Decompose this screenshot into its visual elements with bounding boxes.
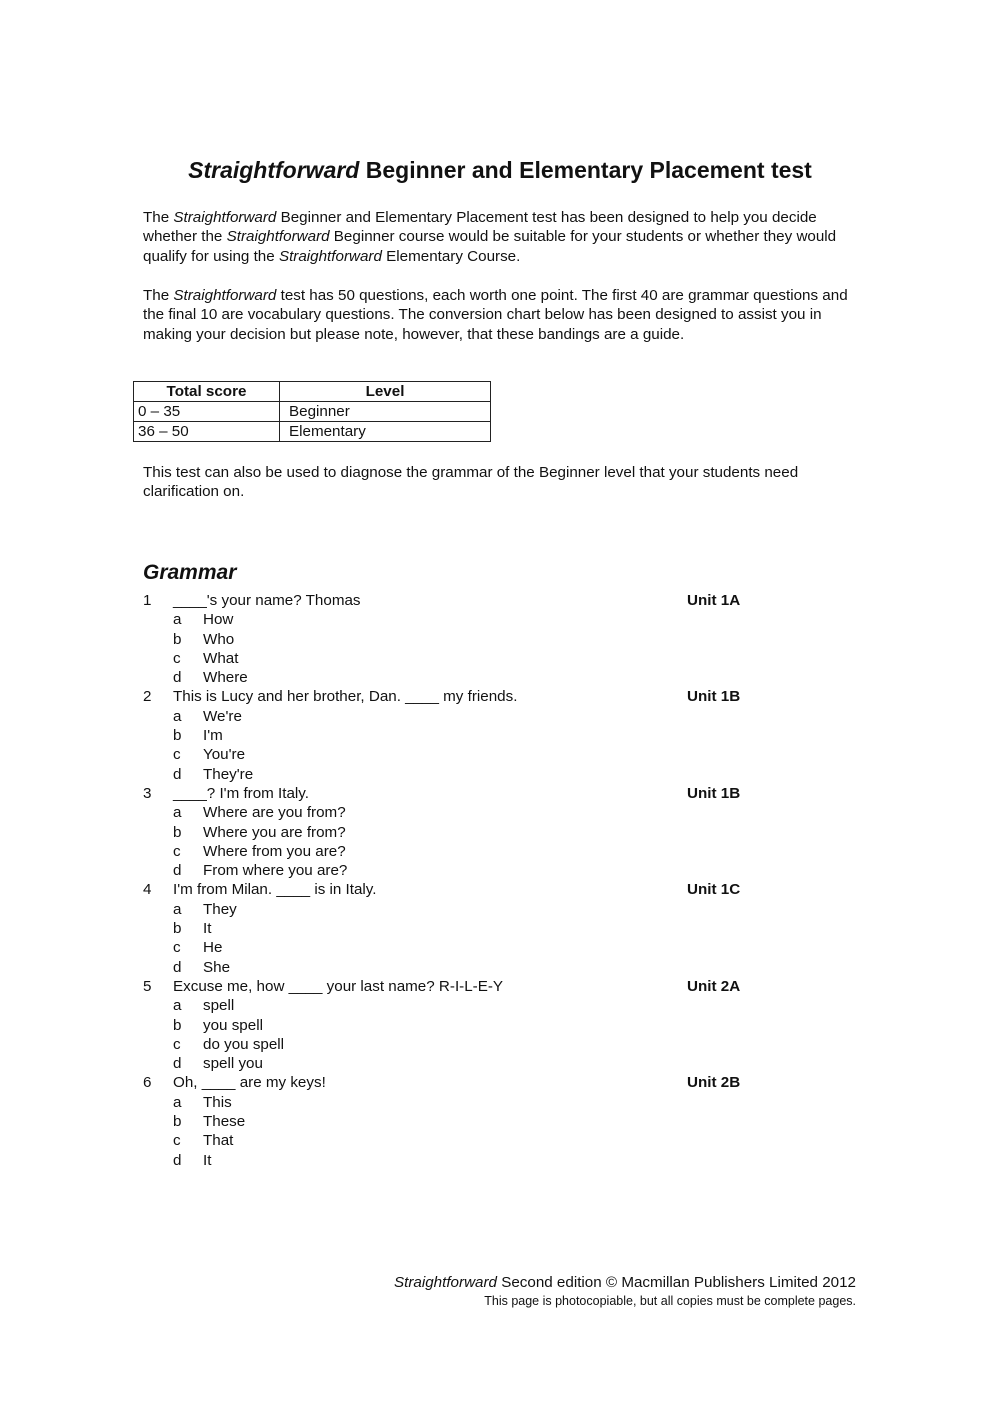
- level-cell: Elementary: [280, 422, 491, 442]
- option-letter: b: [173, 920, 182, 938]
- level-cell: Beginner: [280, 402, 491, 422]
- option-text: She: [203, 958, 231, 976]
- answer-option: [143, 823, 843, 842]
- footer-edition-italic: Straightforward: [394, 1274, 497, 1291]
- option-text: It: [203, 1151, 212, 1169]
- option-text: you spell: [203, 1016, 263, 1034]
- answer-option: [143, 649, 843, 668]
- option-text: Where from you are?: [203, 842, 346, 860]
- answer-option: [143, 1093, 843, 1112]
- question-text: ____? I'm from Italy.: [173, 784, 309, 802]
- intro1-text-3: Beginner course would be suitable for your students or whether they would qualify for using the: [143, 228, 837, 265]
- option-text: That: [203, 1132, 234, 1150]
- option-letter: d: [173, 1151, 182, 1169]
- footer-edition-rest: Second edition © Macmillan Publishers Limited 2012: [496, 1274, 856, 1291]
- answer-option: [143, 996, 843, 1015]
- score-table-row: [134, 422, 491, 442]
- question-number: 1: [143, 592, 152, 609]
- intro1-text-4: Elementary Course.: [381, 247, 521, 265]
- option-letter: d: [173, 1055, 182, 1073]
- option-text: These: [203, 1113, 246, 1131]
- option-letter: c: [173, 939, 181, 957]
- answer-option: [143, 900, 843, 919]
- option-text: How: [203, 611, 234, 629]
- option-letter: d: [173, 669, 182, 687]
- answer-option: [143, 610, 843, 629]
- option-text: Where are you from?: [203, 804, 346, 822]
- page-title: [0, 154, 1000, 186]
- intro2-text-2: test has 50 questions, each worth one point. The first 40 are grammar questions and the final 10 are vocabulary questions. The conversion chart below has been designed to assist you in making your decision but please note, however, that these bandings are a guide.: [143, 287, 848, 343]
- option-text: They: [203, 900, 237, 918]
- footer-photocopy-note: This page is photocopiable, but all copies must be complete pages.: [484, 1294, 856, 1308]
- score-range-cell: 0 – 35: [134, 402, 280, 422]
- title-rest: Beginner and Elementary Placement test: [359, 157, 812, 183]
- option-letter: a: [173, 707, 182, 725]
- question-row: [143, 687, 843, 706]
- diagnose-paragraph: This test can also be used to diagnose the grammar of the Beginner level that your students need clarification on.: [143, 464, 799, 501]
- question-unit: Unit 2B: [687, 1074, 741, 1092]
- option-letter: a: [173, 804, 182, 822]
- option-text: From where you are?: [203, 862, 348, 880]
- intro1-italic-1: Straightforward: [173, 209, 277, 226]
- option-text: It: [203, 920, 212, 938]
- score-table-header-level: Level: [280, 382, 491, 402]
- option-letter: d: [173, 958, 182, 976]
- question-text: Oh, ____ are my keys!: [173, 1074, 326, 1092]
- option-letter: a: [173, 900, 182, 918]
- answer-option: [143, 1016, 843, 1035]
- intro1-text-2: Beginner and Elementary Placement test has been designed to help you decide whether the: [143, 209, 817, 246]
- option-letter: c: [173, 746, 181, 764]
- question-number: 3: [143, 784, 152, 802]
- score-range-cell: 36 – 50: [134, 422, 280, 442]
- question-text: ____'s your name? Thomas: [173, 592, 361, 609]
- score-table: [133, 381, 491, 442]
- answer-option: [143, 765, 843, 784]
- answer-option: [143, 803, 843, 822]
- answer-option: [143, 1131, 843, 1150]
- score-table-row: [134, 402, 491, 422]
- answer-option: [143, 958, 843, 977]
- option-text: do you spell: [203, 1035, 285, 1053]
- option-text: I'm: [203, 727, 223, 745]
- option-letter: c: [173, 842, 181, 860]
- intro1-text-1: The: [143, 209, 174, 226]
- question-unit: Unit 2A: [687, 977, 741, 995]
- question-row: [143, 880, 843, 899]
- option-text: Where you are from?: [203, 823, 346, 841]
- answer-option: [143, 726, 843, 745]
- option-letter: a: [173, 611, 182, 629]
- question-unit: Unit 1A: [687, 592, 741, 609]
- answer-option: [143, 919, 843, 938]
- question-number: 5: [143, 977, 152, 995]
- question-unit: Unit 1B: [687, 784, 741, 802]
- question-text: This is Lucy and her brother, Dan. ____ my friends.: [173, 688, 518, 706]
- answer-option: [143, 861, 843, 880]
- question-row: [143, 1073, 843, 1092]
- option-text: spell you: [203, 1055, 263, 1073]
- option-text: Who: [203, 630, 235, 648]
- answer-option: [143, 842, 843, 861]
- title-italic: Straightforward: [188, 157, 360, 183]
- intro1-italic-3: Straightforward: [278, 247, 382, 265]
- answer-option: [143, 1151, 843, 1170]
- option-letter: b: [173, 1016, 182, 1034]
- answer-option: [143, 1035, 843, 1054]
- option-text: We're: [203, 707, 242, 725]
- score-table-header-row: [134, 382, 491, 402]
- answer-option: [143, 745, 843, 764]
- footer-edition: [394, 1273, 856, 1292]
- option-letter: c: [173, 649, 181, 667]
- option-text: This: [203, 1093, 232, 1111]
- option-letter: b: [173, 727, 182, 745]
- answer-option: [143, 707, 843, 726]
- answer-option: [143, 1112, 843, 1131]
- answer-option: [143, 1054, 843, 1073]
- question-unit: Unit 1C: [687, 881, 741, 899]
- intro2-text-1: The: [143, 287, 174, 304]
- question-list: [143, 591, 843, 1170]
- answer-option: [143, 668, 843, 687]
- option-letter: a: [173, 1093, 182, 1111]
- score-table-header-total: Total score: [134, 382, 280, 402]
- question-number: 4: [143, 881, 152, 899]
- intro-paragraph-2: [143, 286, 863, 344]
- question-text: Excuse me, how ____ your last name? R-I-L-E-Y: [173, 977, 504, 995]
- option-text: Where: [203, 669, 248, 687]
- answer-option: [143, 938, 843, 957]
- intro1-italic-2: Straightforward: [226, 228, 330, 246]
- option-letter: b: [173, 1113, 182, 1131]
- question-number: 2: [143, 688, 152, 706]
- option-text: What: [203, 649, 239, 667]
- option-letter: d: [173, 765, 182, 783]
- option-letter: b: [173, 823, 182, 841]
- option-text: spell: [203, 997, 235, 1015]
- question-text: I'm from Milan. ____ is in Italy.: [173, 881, 377, 899]
- answer-option: [143, 630, 843, 649]
- option-letter: c: [173, 1035, 181, 1053]
- question-number: 6: [143, 1074, 152, 1092]
- option-text: He: [203, 939, 223, 957]
- question-row: [143, 977, 843, 996]
- option-letter: a: [173, 997, 182, 1015]
- option-letter: d: [173, 862, 182, 880]
- option-letter: b: [173, 630, 182, 648]
- question-unit: Unit 1B: [687, 688, 741, 706]
- question-row: [143, 591, 843, 610]
- question-row: [143, 784, 843, 803]
- grammar-heading: Grammar: [143, 561, 237, 584]
- intro2-italic-1: Straightforward: [173, 287, 277, 304]
- option-letter: c: [173, 1132, 181, 1150]
- option-text: They're: [203, 765, 254, 783]
- option-text: You're: [203, 746, 246, 764]
- intro-paragraph-1: [143, 208, 863, 266]
